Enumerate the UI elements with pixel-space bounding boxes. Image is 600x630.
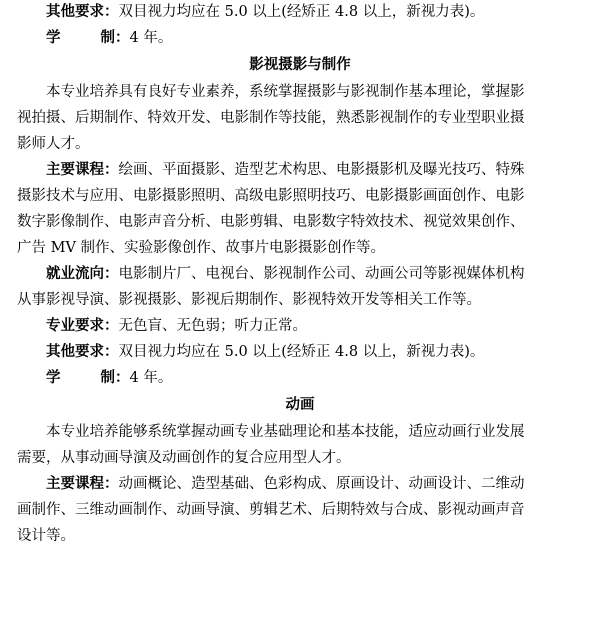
film-other-requirements <box>17 339 583 365</box>
animation-courses-line-3: 设计等。 <box>17 528 75 544</box>
prev-other-requirements <box>17 0 583 25</box>
prev-other-label: 其他要求： <box>46 4 119 20</box>
animation-courses-text-1: 动画概论、造型基础、色彩构成、原画设计、动画设计、二维动 <box>118 476 525 492</box>
film-duration-text: 4 年。 <box>129 370 173 386</box>
prev-duration-label-b: 制： <box>100 30 130 46</box>
film-req-label: 专业要求： <box>46 318 119 334</box>
film-section-title: 影视摄影与制作 <box>249 57 351 73</box>
prev-duration-label-a: 学 <box>46 30 61 46</box>
film-other-text: 双目视力均应在 5.0 以上(经矫正 4.8 以上，新视力表)。 <box>118 344 485 360</box>
film-courses-line-2: 摄影技术与应用、电影摄影照明、高级电影照明技巧、电影摄影画面创作、电影 <box>17 188 525 204</box>
film-courses-label: 主要课程： <box>46 162 119 178</box>
film-career-text-1: 电影制片厂、电视台、影视制作公司、动画公司等影视媒体机构 <box>118 266 525 282</box>
film-courses-text-1: 绘画、平面摄影、造型艺术构思、电影摄影机及曝光技巧、特殊 <box>118 162 525 178</box>
prev-duration <box>17 25 583 51</box>
film-courses-first <box>17 157 583 183</box>
animation-intro-line-1: 本专业培养能够系统掌握动画专业基础理论和基本技能，适应动画行业发展 <box>46 424 525 440</box>
film-career-first <box>17 261 583 287</box>
animation-intro-line-2: 需要，从事动画导演及动画创作的复合应用型人才。 <box>17 450 351 466</box>
prev-duration-text: 4 年。 <box>129 30 173 46</box>
animation-courses-label: 主要课程： <box>46 476 119 492</box>
film-duration-label-a: 学 <box>46 370 61 386</box>
document-page <box>17 0 583 549</box>
animation-courses-line-2: 画制作、三维动画制作、动画导演、剪辑艺术、后期特效与合成、影视动画声音 <box>17 502 525 518</box>
film-intro-line-2: 视拍摄、后期制作、特效开发、电影制作等技能，熟悉影视制作的专业型职业摄 <box>17 110 525 126</box>
film-career-label: 就业流向： <box>46 266 119 282</box>
film-intro-line-1: 本专业培养具有良好专业素养，系统掌握摄影与影视制作基本理论，掌握影 <box>46 84 525 100</box>
prev-other-text: 双目视力均应在 5.0 以上(经矫正 4.8 以上，新视力表)。 <box>118 4 485 20</box>
film-courses-line-4: 广告 MV 制作、实验影像创作、故事片电影摄影创作等。 <box>17 240 386 256</box>
film-duration-label-b: 制： <box>100 370 130 386</box>
film-intro-line-3: 影师人才。 <box>17 136 90 152</box>
film-requirements <box>17 313 583 339</box>
animation-courses-first <box>17 471 583 497</box>
film-req-text: 无色盲、无色弱；听力正常。 <box>118 318 307 334</box>
film-duration <box>17 365 583 391</box>
film-career-line-2: 从事影视导演、影视摄影、影视后期制作、影视特效开发等相关工作等。 <box>17 292 481 308</box>
film-other-label: 其他要求： <box>46 344 119 360</box>
film-courses-line-3: 数字影像制作、电影声音分析、电影剪辑、电影数字特效技术、视觉效果创作、 <box>17 214 525 230</box>
animation-section-title: 动画 <box>285 397 315 413</box>
